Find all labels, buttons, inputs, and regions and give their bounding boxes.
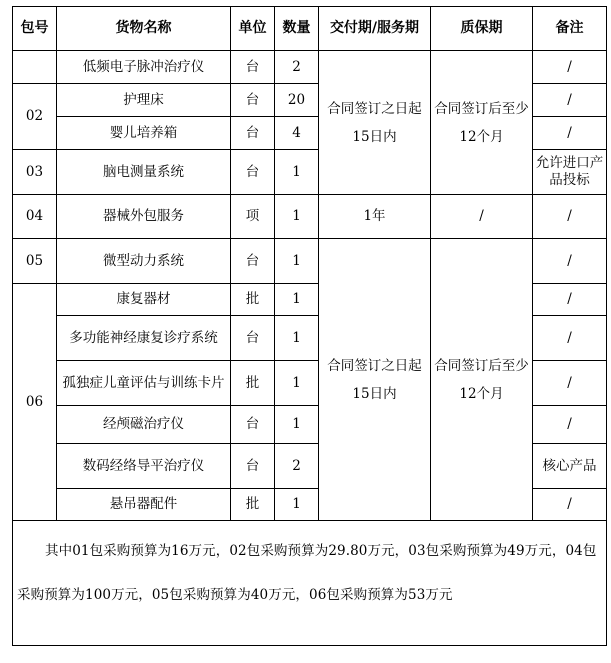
table-row — [13, 51, 607, 84]
unit-cell: 台 — [231, 51, 275, 84]
unit-cell: 台 — [231, 84, 275, 117]
quantity-cell: 1 — [275, 150, 319, 195]
package-cell: 02 — [13, 84, 57, 150]
quantity-cell: 1 — [275, 316, 319, 361]
header-package: 包号 — [13, 7, 57, 51]
unit-cell: 批 — [231, 489, 275, 521]
remarks-cell: / — [533, 489, 607, 521]
remarks-cell: / — [533, 316, 607, 361]
budget-note-text: 其中01包采购预算为16万元，02包采购预算为29.80万元，03包采购预算为49万元，04包采购预算为100万元，05包采购预算为40万元，06包采购预算为53万元 — [17, 543, 597, 603]
remarks-cell: / — [533, 284, 607, 316]
quantity-cell: 1 — [275, 406, 319, 444]
delivery-text: 合同签订之日起15日内 — [327, 357, 422, 402]
quantity-cell: 20 — [275, 84, 319, 117]
warranty-period-cell: / — [431, 195, 533, 239]
remarks-cell: / — [533, 51, 607, 84]
quantity-cell: 2 — [275, 51, 319, 84]
unit-cell: 台 — [231, 117, 275, 150]
package-cell: 03 — [13, 150, 57, 195]
warranty-period-cell — [431, 239, 533, 521]
goods-name-cell: 脑电测量系统 — [57, 150, 231, 195]
unit-cell: 批 — [231, 361, 275, 406]
remarks-cell: / — [533, 117, 607, 150]
procurement-table — [12, 6, 607, 646]
quantity-cell: 1 — [275, 489, 319, 521]
unit-cell: 项 — [231, 195, 275, 239]
unit-cell: 台 — [231, 239, 275, 284]
goods-name-cell: 婴儿培养箱 — [57, 117, 231, 150]
delivery-period-cell: 1年 — [319, 195, 431, 239]
goods-name-cell: 孤独症儿童评估与训练卡片 — [57, 361, 231, 406]
header-delivery: 交付期/服务期 — [319, 7, 431, 51]
warranty-period-cell — [431, 51, 533, 195]
quantity-cell: 1 — [275, 195, 319, 239]
table-row — [13, 239, 607, 284]
delivery-text: 合同签订之日起15日内 — [327, 100, 422, 145]
unit-cell: 台 — [231, 316, 275, 361]
header-quantity: 数量 — [275, 7, 319, 51]
quantity-cell: 4 — [275, 117, 319, 150]
quantity-cell: 1 — [275, 284, 319, 316]
remarks-cell: / — [533, 361, 607, 406]
goods-name-cell: 多功能神经康复诊疗系统 — [57, 316, 231, 361]
goods-name-cell: 护理床 — [57, 84, 231, 117]
package-cell: 05 — [13, 239, 57, 284]
package-cell: 04 — [13, 195, 57, 239]
budget-note-cell — [13, 521, 607, 646]
remarks-cell: / — [533, 195, 607, 239]
remarks-cell: 允许进口产品投标 — [533, 150, 607, 195]
unit-cell: 台 — [231, 150, 275, 195]
goods-name-cell: 康复器材 — [57, 284, 231, 316]
quantity-cell: 1 — [275, 239, 319, 284]
header-warranty: 质保期 — [431, 7, 533, 51]
quantity-cell: 1 — [275, 361, 319, 406]
quantity-cell: 2 — [275, 444, 319, 489]
delivery-period-cell — [319, 51, 431, 195]
goods-name-cell: 悬吊器配件 — [57, 489, 231, 521]
remarks-cell: / — [533, 84, 607, 117]
table-row — [13, 195, 607, 239]
goods-name-cell: 器械外包服务 — [57, 195, 231, 239]
unit-cell: 台 — [231, 406, 275, 444]
header-unit: 单位 — [231, 7, 275, 51]
unit-cell: 批 — [231, 284, 275, 316]
warranty-text: 合同签订后至少12个月 — [434, 357, 529, 402]
package-cell — [13, 51, 57, 84]
warranty-text: 合同签订后至少12个月 — [434, 100, 529, 145]
header-goods-name: 货物名称 — [57, 7, 231, 51]
unit-cell: 台 — [231, 444, 275, 489]
header-row — [13, 7, 607, 51]
goods-name-cell: 数码经络导平治疗仪 — [57, 444, 231, 489]
goods-name-cell: 微型动力系统 — [57, 239, 231, 284]
header-remarks: 备注 — [533, 7, 607, 51]
remarks-cell: / — [533, 239, 607, 284]
delivery-period-cell — [319, 239, 431, 521]
goods-name-cell: 低频电子脉冲治疗仪 — [57, 51, 231, 84]
goods-name-cell: 经颅磁治疗仪 — [57, 406, 231, 444]
remarks-cell: / — [533, 406, 607, 444]
package-cell: 06 — [13, 284, 57, 521]
budget-note-row — [13, 521, 607, 646]
remarks-cell: 核心产品 — [533, 444, 607, 489]
